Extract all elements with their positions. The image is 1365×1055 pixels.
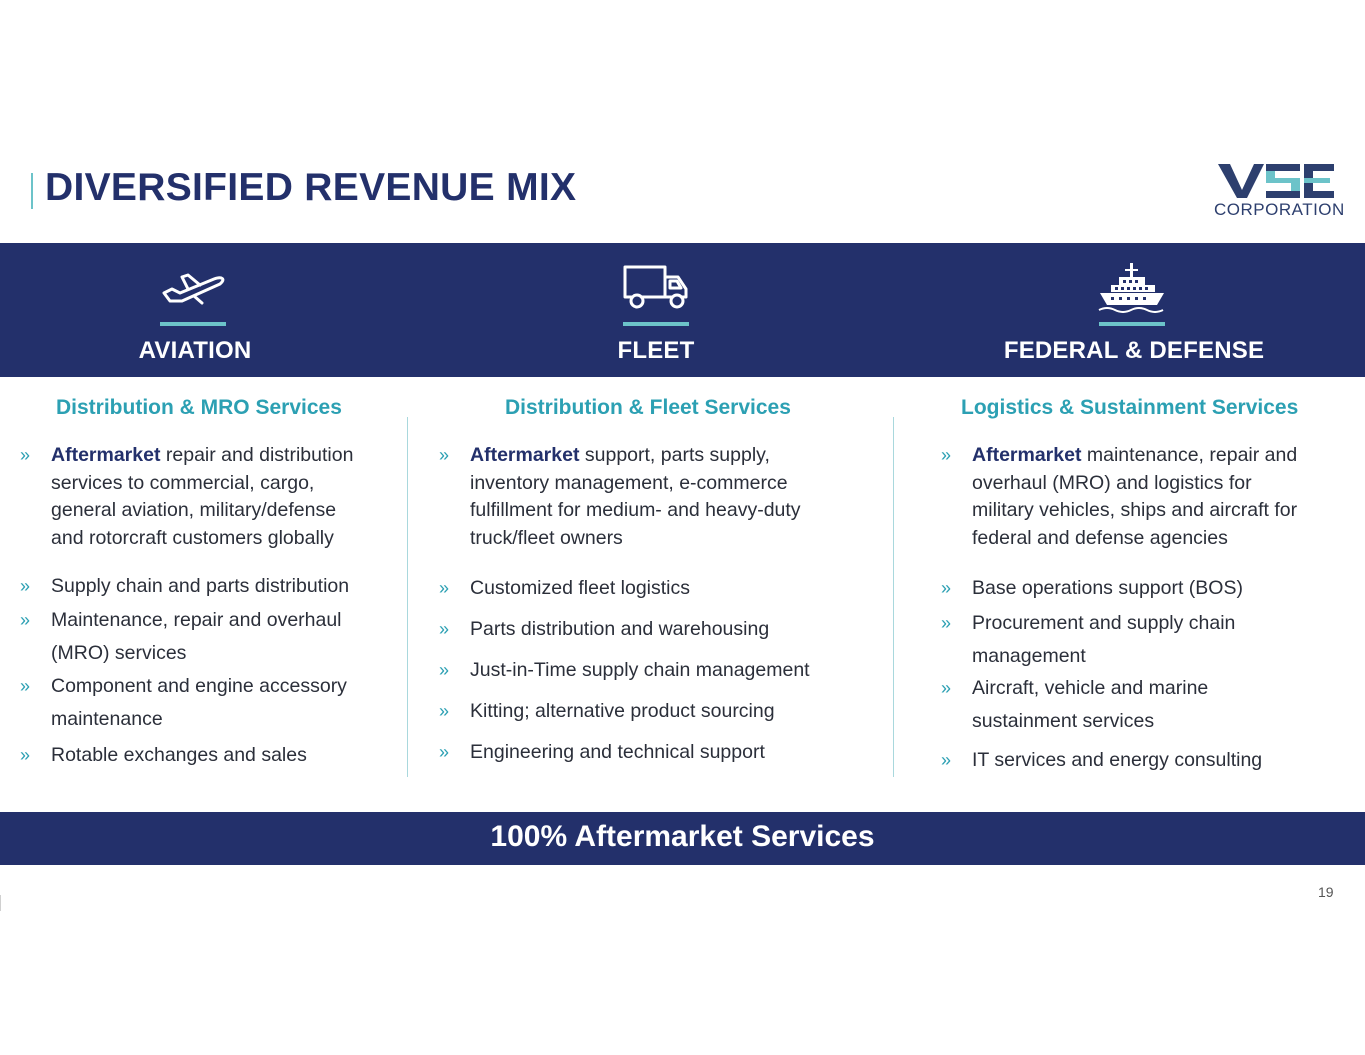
bullet-arrow: » [20,676,31,696]
vse-logo [1214,160,1345,222]
truck-icon [622,263,692,311]
list-item: » Engineering and technical support [470,739,765,767]
list-item: » Supply chain and parts distribution [51,573,349,601]
fleet-underline [623,322,689,326]
corner-mark [0,895,1,911]
aviation-underline [160,322,226,326]
list-item: » Parts distribution and warehousing [470,616,769,644]
bullet-arrow: » [941,613,952,633]
list-item: » Maintenance, repair and overhaul (MRO) services [51,604,342,670]
list-item: » Just-in-Time supply chain management [470,657,810,685]
segment-label-aviation: AVIATION [138,337,252,364]
column-heading-aviation: Distribution & MRO Services [56,396,342,419]
page-number: 19 [1318,884,1334,900]
lead-item-fleet: » Aftermarket support, parts supply, inventory management, e-commerce fulfillment for medium- and heavy-duty truck/fleet owners [439,444,801,549]
bullet-arrow: » [439,660,450,680]
lead-item-federal: » Aftermarket maintenance, repair and overhaul (MRO) and logistics for military vehicles, ships and aircraft for federal and defense agencies [941,444,1298,549]
footer-banner [0,812,1365,865]
list-item: » Component and engine accessory maintenance [51,670,347,736]
bullet-arrow: » [20,445,31,465]
bullet-arrow: » [941,578,952,598]
title-accent-bar [31,173,33,209]
bullet-arrow: » [941,445,952,465]
airplane-icon [158,263,228,311]
vse-logo-mark [1214,160,1338,200]
bullet-arrow: » [941,750,952,770]
bullet-arrow: » [439,701,450,721]
segment-fleet [446,243,866,377]
lead-bold: Aftermarket [470,444,580,466]
column-heading-federal: Logistics & Sustainment Services [961,396,1299,419]
column-heading-fleet: Distribution & Fleet Services [505,396,791,419]
list-item: » IT services and energy consulting [972,747,1262,775]
bullet-arrow: » [439,578,450,598]
logo-corporation-text: CORPORATION [1214,200,1345,219]
federal-underline [1099,322,1165,326]
bullet-arrow: » [439,445,450,465]
bullet-arrow: » [20,745,31,765]
lead-bold: Aftermarket [972,444,1082,466]
page-title: DIVERSIFIED REVENUE MIX [45,166,577,209]
segment-label-fleet: FLEET [617,337,695,364]
bullet-arrow: » [439,742,450,762]
list-item: » Base operations support (BOS) [972,575,1243,603]
list-item: » Aircraft, vehicle and marine sustainment services [972,672,1208,738]
bullet-arrow: » [439,619,450,639]
ship-icon [1097,263,1167,313]
list-item: » Procurement and supply chain management [972,607,1235,673]
segment-label-federal-defense: FEDERAL & DEFENSE [1003,337,1265,364]
list-item: » Rotable exchanges and sales [51,742,307,770]
list-item: » Customized fleet logistics [470,575,690,603]
bullet-arrow: » [20,576,31,596]
segment-federal-defense [924,243,1344,377]
bullet-arrow: » [20,610,31,630]
lead-bold: Aftermarket [51,444,161,466]
bullet-arrow: » [941,678,952,698]
segment-band [0,243,1365,377]
footer-banner-text: 100% Aftermarket Services [490,820,875,853]
lead-item-aviation: » Aftermarket repair and distribution services to commercial, cargo, general aviation, military/defense and rotorcraft customers globally [20,444,354,549]
column-divider [893,417,894,777]
list-item: » Kitting; alternative product sourcing [470,698,775,726]
segment-aviation [0,243,405,377]
column-divider [407,417,408,777]
